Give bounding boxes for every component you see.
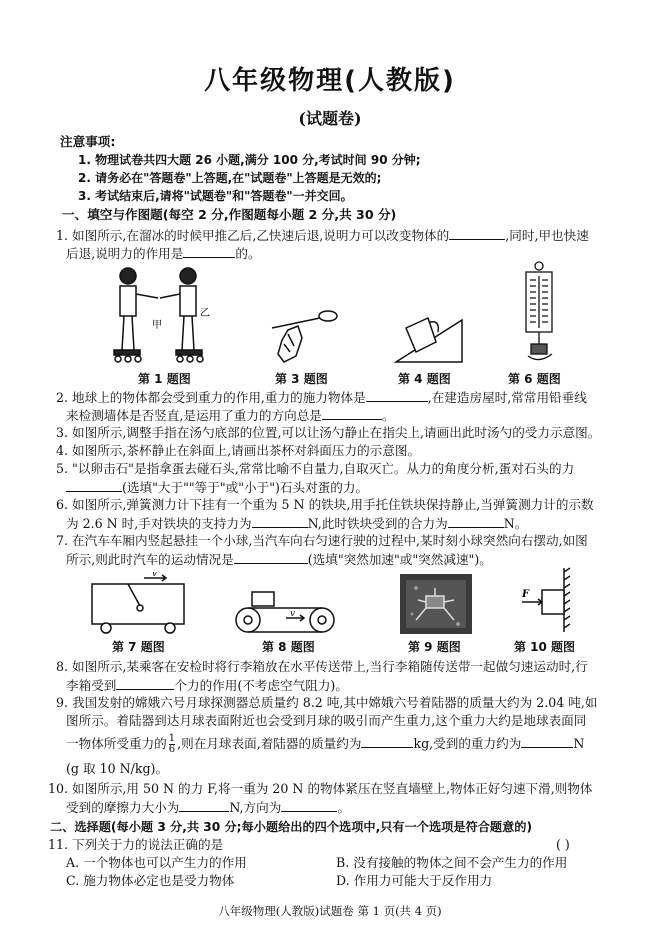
figure-3-spoon xyxy=(268,300,340,368)
q-text: 为 2.6 N 时,手对铁块的支持力为 xyxy=(66,516,252,531)
figure-4-cup-on-slope xyxy=(392,298,466,366)
q-text: 后退,说明力的作用是 xyxy=(66,246,184,261)
answer-blank[interactable] xyxy=(322,406,382,420)
q-text: ,在建造房屋时,常常用铅垂线 xyxy=(427,390,587,405)
answer-blank[interactable] xyxy=(449,226,505,240)
page-title: 八年级物理(人教版) xyxy=(204,66,456,96)
question-4: 4. 如图所示,茶杯静止在斜面上,请画出茶杯对斜面压力的示意图。 xyxy=(56,443,421,458)
page-footer: 八年级物理(人教版)试题卷 第 1 页(共 4 页) xyxy=(218,904,442,918)
question-5-line1: 5. "以卵击石"是指拿蛋去碰石头,常常比喻不自量力,自取灭亡。从力的角度分析,蛋对石头的力 xyxy=(56,461,575,476)
figure-caption: 第 3 题图 xyxy=(275,372,328,386)
option-a[interactable]: A. 一个物体也可以产生力的作用 xyxy=(66,855,247,870)
option-c[interactable]: C. 施力物体必定也是受力物体 xyxy=(66,873,235,888)
question-1-line2 xyxy=(66,244,261,263)
question-9-line4: (g 取 10 N/kg)。 xyxy=(66,761,169,776)
answer-blank[interactable] xyxy=(252,514,308,528)
q-text: 的。 xyxy=(235,246,261,261)
answer-blank[interactable] xyxy=(521,734,573,748)
q-text: N。 xyxy=(503,516,528,531)
q-text: 2. 地球上的物体都会受到重力的作用,重力的施力物体是 xyxy=(56,390,366,405)
figure-caption: 第 7 题图 xyxy=(112,640,165,654)
question-9-line3 xyxy=(66,734,584,755)
label-v: v xyxy=(290,609,296,619)
figure-caption: 第 4 题图 xyxy=(398,372,451,386)
question-8-line1: 8. 如图所示,某乘客在安检时将行李箱放在水平传送带上,当行李箱随传送带一起做匀速运动时,行 xyxy=(56,659,588,674)
label-f: F xyxy=(522,589,530,600)
option-d[interactable]: D. 作用力可能大于反作用力 xyxy=(336,873,493,888)
note-item: 3. 考试结束后,请将"试题卷"和"答题卷"一并交回。 xyxy=(78,189,353,203)
q-text: 。 xyxy=(381,408,395,423)
question-9-line2: 图所示。着陆器到达月球表面附近也会受到月球的吸引而产生重力,这个重力大约是地球表面同 xyxy=(66,713,587,728)
q-text: (选填"突然加速"或"突然减速")。 xyxy=(307,552,492,567)
question-7-line2 xyxy=(66,550,492,569)
question-8-line2 xyxy=(66,676,348,695)
figure-caption: 第 9 题图 xyxy=(408,640,461,654)
option-b[interactable]: B. 没有接触的物体之间不会产生力的作用 xyxy=(336,855,568,870)
answer-blank[interactable] xyxy=(116,676,174,690)
answer-blank[interactable] xyxy=(448,514,504,528)
label-v: v xyxy=(152,572,158,579)
note-item: 1. 物理试卷共四大题 26 小题,满分 100 分,考试时间 90 分钟; xyxy=(78,153,421,167)
question-3: 3. 如图所示,调整手指在汤勺底部的位置,可以让汤勺静止在指尖上,请画出此时汤勺的受力示意图。 xyxy=(56,425,601,440)
fraction-one-sixth: $\frac{1}{6}$ xyxy=(168,733,176,755)
q-text: 李箱受到 xyxy=(66,678,117,693)
notes-heading: 注意事项: xyxy=(60,134,116,149)
q-text: 受到的摩擦力大小为 xyxy=(66,800,180,815)
figure-8-conveyor xyxy=(230,590,340,638)
answer-paren[interactable]: ( ) xyxy=(556,837,570,852)
figure-7-car xyxy=(88,572,188,634)
question-9-line1: 9. 我国发射的嫦娥六号月球探测器总质量约 8.2 吨,其中嫦娥六号着陆器的质量大约为 2.04 吨,如 xyxy=(56,695,598,710)
q-text: 所示,则此时汽车的运动情况是 xyxy=(66,552,234,567)
q-text: 个力的作用(不考虑空气阻力)。 xyxy=(174,678,348,693)
q-text: N,方向为 xyxy=(229,800,282,815)
answer-blank[interactable] xyxy=(361,734,413,748)
figure-caption: 第 1 题图 xyxy=(138,372,191,386)
question-7-line1: 7. 在汽车车厢内竖起悬挂一个小球,当汽车向右匀速行驶的过程中,某时刻小球突然向右摆动,如图 xyxy=(56,533,588,548)
q-text: ,则在月球表面,着陆器的质量约为 xyxy=(177,736,362,751)
q-text: 来检测墙体是否竖直,是运用了重力的方向总是 xyxy=(66,408,322,423)
q-text: (选填"大于""等于"或"小于")石头对蛋的力。 xyxy=(122,480,369,495)
question-2-line2 xyxy=(66,406,394,425)
q-text: N xyxy=(573,736,585,751)
answer-blank[interactable] xyxy=(183,244,235,258)
answer-blank[interactable] xyxy=(234,550,308,564)
answer-blank[interactable] xyxy=(66,478,122,492)
question-6-line2 xyxy=(66,514,527,533)
figure-caption: 第 6 题图 xyxy=(508,372,561,386)
q-text: N,此时铁块受到的合力为 xyxy=(307,516,448,531)
question-10-line2 xyxy=(66,798,350,817)
figure-10-block-wall xyxy=(508,566,574,634)
section-heading: 二、选择题(每小题 3 分,共 30 分;每小题给出的四个选项中,只有一个选项是符合题意的) xyxy=(50,820,533,834)
q-text: 1. 如图所示,在溜冰的时候甲推乙后,乙快速后退,说明力可以改变物体的 xyxy=(56,228,450,243)
question-5-line2 xyxy=(66,478,368,497)
figure-9-lander-photo xyxy=(400,574,472,634)
label-jia: 甲 xyxy=(152,320,162,331)
q-text: ,同时,甲也快速 xyxy=(505,228,589,243)
answer-blank[interactable] xyxy=(179,798,229,812)
section-heading: 一、填空与作图题(每空 2 分,作图题每小题 2 分,共 30 分) xyxy=(62,207,397,222)
question-6-line1: 6. 如图所示,弹簧测力计下挂有一个重为 5 N 的铁块,用手托住铁块保持静止,当弹簧测力计的示数 xyxy=(56,497,594,512)
page-subtitle: (试题卷) xyxy=(298,109,362,128)
question-10-line1: 10. 如图所示,用 50 N 的力 F,将一重为 20 N 的物体紧压在竖直墙壁上,物体正好匀速下滑,则物体 xyxy=(48,781,593,796)
label-yi: 乙 xyxy=(200,308,210,319)
note-item: 2. 请务必在"答题卷"上答题,在"试题卷"上答题是无效的; xyxy=(78,171,382,185)
q-text: 一物体所受重力的 xyxy=(66,736,167,751)
figure-1-skaters xyxy=(108,264,218,370)
q-text: kg,受到的重力约为 xyxy=(413,736,522,751)
figure-caption: 第 8 题图 xyxy=(262,640,315,654)
question-11-stem: 11. 下列关于力的说法正确的是 xyxy=(48,837,224,852)
figure-6-spring-scale xyxy=(514,260,564,366)
answer-blank[interactable] xyxy=(281,798,337,812)
question-2-line1 xyxy=(56,388,587,407)
answer-blank[interactable] xyxy=(366,388,428,402)
q-text: 。 xyxy=(337,800,350,815)
question-1-line1 xyxy=(56,226,589,245)
figure-caption: 第 10 题图 xyxy=(514,640,576,654)
